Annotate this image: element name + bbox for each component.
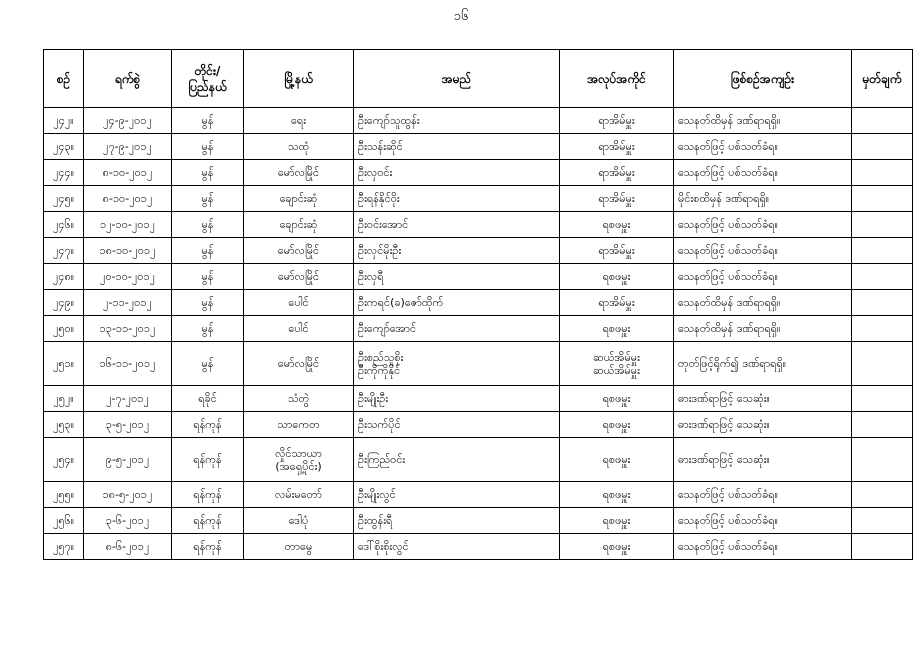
cell-name-line: ဦးလှရီ [358,270,384,283]
cell-serial-no: ၂၅၂။ [44,386,84,412]
table-row [44,264,913,290]
cell-summary: သေနတ်ထိမှန် ဒဏ်ရာရရှိ။ [674,290,852,316]
cell-occupation [560,508,674,534]
cell-serial-no: ၂၄၄။ [44,160,84,186]
cell-name-line: ဦးလှင်မိုးဦး [358,244,402,257]
cell-occupation [560,160,674,186]
cell-region: မွန် [172,108,244,134]
cell-date: ၁၃-၁၁-၂၀၁၂ [84,316,172,342]
cell-name-line: ဦးကျော်အောင် [358,322,417,335]
cell-date: ၂-၇-၂၀၁၂ [84,386,172,412]
cell-occupation [560,238,674,264]
cell-serial-no: ၂၅၄။ [44,438,84,482]
header-region-state: တိုင်း/ ပြည်နယ် [172,50,244,108]
cell-remark [852,508,913,534]
cell-serial-no: ၂၅၆။ [44,508,84,534]
cell-occupation-line: ရာအိမ်မှူး [598,114,635,127]
cell-remark [852,316,913,342]
cell-name [354,482,560,508]
cell-name-line: ဦးမျိုးဦး [358,392,389,405]
cell-township: ချောင်းဆုံ [244,212,354,238]
cell-name-line: ဒေါ်စိုးစိုးလွင် [358,540,409,553]
cell-name [354,386,560,412]
cell-region: မွန် [172,316,244,342]
cell-serial-no: ၂၅၁။ [44,342,84,386]
cell-serial-no: ၂၄၈။ [44,264,84,290]
table-header-row [44,50,913,108]
table-body [44,108,913,560]
cell-summary: ဓားဒဏ်ရာဖြင့် သေဆုံး။ [674,412,852,438]
cell-summary: သေနတ်ဖြင့် ပစ်သတ်ခံရ။ [674,264,852,290]
cell-region: ရန်ကုန် [172,534,244,560]
cell-township: မော်လမြိုင် [244,342,354,386]
cell-region: မွန် [172,238,244,264]
cell-name [354,412,560,438]
cell-serial-no: ၂၄၉။ [44,290,84,316]
cell-name-line: ဦးသက်ပိုင် [358,418,401,431]
cell-occupation-line: ရာအိမ်မှူး [598,140,635,153]
header-name: အမည် [354,50,560,108]
cell-occupation-line: ဆယ်အိမ်မှူး [593,363,640,377]
cell-occupation [560,264,674,290]
table-row [44,134,913,160]
cell-township: ပေါင် [244,316,354,342]
cell-township: သံတွဲ [244,386,354,412]
cell-summary: သေနတ်ဖြင့် ပစ်သတ်ခံရ။ [674,160,852,186]
cell-occupation-line: ရာအိမ်မှူး [598,296,635,309]
table-row [44,186,913,212]
cell-name [354,108,560,134]
cell-region: မွန် [172,342,244,386]
cell-name [354,238,560,264]
cell-township-line: (အရှေ့ပိုင်း) [275,459,322,473]
cell-township: သထုံ [244,134,354,160]
table-row [44,108,913,134]
cell-name-line: ဦးထွန်းရီ [358,514,393,527]
cell-occupation-line: ရစဖမှူး [602,322,631,335]
header-date: ရက်စွဲ [84,50,172,108]
cell-remark [852,482,913,508]
table-row [44,290,913,316]
cell-occupation-line: ရစဖမှူး [602,514,631,527]
cell-region: မွန် [172,290,244,316]
cell-region: ရန်ကုန် [172,508,244,534]
cell-occupation [560,134,674,160]
cell-summary: သေနတ်ဖြင့် ပစ်သတ်ခံရ။ [674,482,852,508]
cell-occupation-line: ရစဖမှူး [602,453,631,466]
cell-date: ၃-၆-၂၀၁၂ [84,508,172,534]
cell-township: သာကေတ [244,412,354,438]
cell-serial-no: ၂၄၂။ [44,108,84,134]
cell-name-line: ဦးမျိုးလွင် [358,488,396,501]
cell-name-line: ဦးကိုကိုနိုင် [358,363,401,377]
cell-name [354,342,560,386]
cell-summary: ဓားဒဏ်ရာဖြင့် သေဆုံး။ [674,386,852,412]
cell-serial-no: ၂၅၃။ [44,412,84,438]
cell-name-line: ဦးသန်းဆိုင် [358,140,403,153]
cell-occupation [560,386,674,412]
cell-region: ရန်ကုန် [172,482,244,508]
cell-occupation [560,108,674,134]
cell-remark [852,412,913,438]
table-row [44,412,913,438]
cell-name [354,508,560,534]
cell-name-line: ဦးဝင်းအောင် [358,218,409,231]
cell-region: မွန် [172,212,244,238]
cell-township-line: လှိုင်သာယာ [275,446,322,460]
cell-date: ၁၈-၅-၂၀၁၂ [84,482,172,508]
cell-occupation [560,438,674,482]
cell-remark [852,342,913,386]
cell-region: မွန် [172,264,244,290]
cell-occupation [560,186,674,212]
cell-name [354,290,560,316]
cell-serial-no: ၂၄၃။ [44,134,84,160]
cell-remark [852,290,913,316]
cell-summary: မိုင်းစထိမှန် ဒဏ်ရာရရှိ။ [674,186,852,212]
cell-remark [852,386,913,412]
cell-region: ရန်ကုန် [172,412,244,438]
table-row [44,238,913,264]
cell-date: ၈-၆-၂၀၁၂ [84,534,172,560]
cell-remark [852,160,913,186]
cell-name-line: ဦးလှဝင်း [358,166,393,179]
cell-summary: ဓားဒဏ်ရာဖြင့် သေဆုံး။ [674,438,852,482]
cell-summary: သေနတ်ဖြင့် ပစ်သတ်ခံရ။ [674,534,852,560]
cell-name [354,212,560,238]
cell-township: မော်လမြိုင် [244,160,354,186]
incident-table [43,49,913,560]
cell-name [354,264,560,290]
cell-remark [852,264,913,290]
cell-region: မွန် [172,134,244,160]
page-number: ၁၆ [453,9,469,24]
header-occupation: အလုပ်အကိုင် [560,50,674,108]
cell-summary: သေနတ်ထိမှန် ဒဏ်ရာရရှိ။ [674,108,852,134]
cell-township: မော်လမြိုင် [244,264,354,290]
cell-occupation [560,412,674,438]
header-remarks: မှတ်ချက် [852,50,913,108]
cell-township [244,438,354,482]
cell-name-line: ဦးရန်နိုင်ဝိုး [358,192,400,205]
cell-serial-no: ၂၅၅။ [44,482,84,508]
cell-occupation-line: ရာအိမ်မှူး [598,166,635,179]
cell-name [354,534,560,560]
table-row [44,482,913,508]
cell-remark [852,108,913,134]
cell-date: ၈-၁၀-၂၀၁၂ [84,186,172,212]
cell-date: ၉-၅-၂၀၁၂ [84,438,172,482]
table-row [44,508,913,534]
cell-region: မွန် [172,160,244,186]
header-summary: ဖြစ်စဉ်အကျဉ်း [674,50,852,108]
cell-township: မော်လမြိုင် [244,238,354,264]
cell-remark [852,534,913,560]
cell-name [354,134,560,160]
cell-remark [852,134,913,160]
header-township: မြို့နယ် [244,50,354,108]
cell-occupation-line: ရာအိမ်မှူး [598,192,635,205]
cell-occupation [560,482,674,508]
cell-occupation-line: ရာအိမ်မှူး [598,244,635,257]
cell-date: ၂၇-၉-၂၀၁၂ [84,134,172,160]
cell-name-line: ဦးကရင်(ခ)ဇော်ထိုက် [358,296,444,309]
cell-occupation [560,290,674,316]
cell-serial-no: ၂၄၆။ [44,212,84,238]
cell-region: ရခိုင် [172,386,244,412]
cell-remark [852,186,913,212]
cell-name-line: ဦးကြည်ဝင်း [358,453,406,466]
cell-serial-no: ၂၄၅။ [44,186,84,212]
table-row [44,316,913,342]
cell-date: ၁၈-၁၀-၂၀၁၂ [84,238,172,264]
cell-occupation [560,534,674,560]
cell-township: လမ်းမတော် [244,482,354,508]
cell-serial-no: ၂၅၇။ [44,534,84,560]
cell-region: ရန်ကုန် [172,438,244,482]
cell-remark [852,238,913,264]
cell-name [354,186,560,212]
table-row [44,386,913,412]
cell-name [354,438,560,482]
cell-name-line: ဦးကျော်သူထွန်း [358,114,420,127]
cell-township: ဒေါပုံ [244,508,354,534]
cell-occupation-line: ဆယ်အိမ်မှူး [593,350,640,364]
header-serial-no: စဉ် [44,50,84,108]
cell-date: ၂-၁၁-၂၀၁၂ [84,290,172,316]
cell-date: ၁၆-၁၁-၂၀၁၂ [84,342,172,386]
cell-serial-no: ၂၄၇။ [44,238,84,264]
cell-summary: သေနတ်ဖြင့် ပစ်သတ်ခံရ။ [674,134,852,160]
cell-date: ၃-၅-၂၀၁၂ [84,412,172,438]
cell-date: ၈-၁၀-၂၀၁၂ [84,160,172,186]
cell-date: ၁၂-၁၀-၂၀၁၂ [84,212,172,238]
cell-serial-no: ၂၅၀။ [44,316,84,342]
cell-township: တာမွေ [244,534,354,560]
cell-remark [852,212,913,238]
cell-name [354,160,560,186]
cell-remark [852,438,913,482]
cell-occupation-line: ရစဖမှူး [602,392,631,405]
table-row [44,342,913,386]
cell-date: ၂၄-၉-၂၀၁၂ [84,108,172,134]
cell-occupation-line: ရစဖမှူး [602,270,631,283]
cell-occupation-line: ရစဖမှူး [602,418,631,431]
table-row [44,160,913,186]
cell-occupation-line: ရစဖမှူး [602,488,631,501]
cell-summary: သေနတ်ဖြင့် ပစ်သတ်ခံရ။ [674,238,852,264]
cell-name-line: ဦးစည်သူစိုး [358,350,404,364]
cell-occupation-line: ရစဖမှူး [602,540,631,553]
cell-occupation [560,342,674,386]
table-row [44,212,913,238]
cell-occupation [560,316,674,342]
cell-township: ရေး [244,108,354,134]
cell-summary: သေနတ်ဖြင့် ပစ်သတ်ခံရ။ [674,212,852,238]
cell-region: မွန် [172,186,244,212]
cell-summary: သေနတ်ထိမှန် ဒဏ်ရာရရှိ။ [674,316,852,342]
table-row [44,438,913,482]
cell-township: ချောင်းဆုံ [244,186,354,212]
cell-date: ၂၀-၁၀-၂၀၁၂ [84,264,172,290]
cell-summary: တုတ်ဖြင့်ရိုက်၍ ဒဏ်ရာရရှိ။ [674,342,852,386]
cell-occupation-line: ရစဖမှူး [602,218,631,231]
table-row [44,534,913,560]
cell-summary: သေနတ်ဖြင့် ပစ်သတ်ခံရ။ [674,508,852,534]
cell-township: ပေါင် [244,290,354,316]
cell-name [354,316,560,342]
cell-occupation [560,212,674,238]
